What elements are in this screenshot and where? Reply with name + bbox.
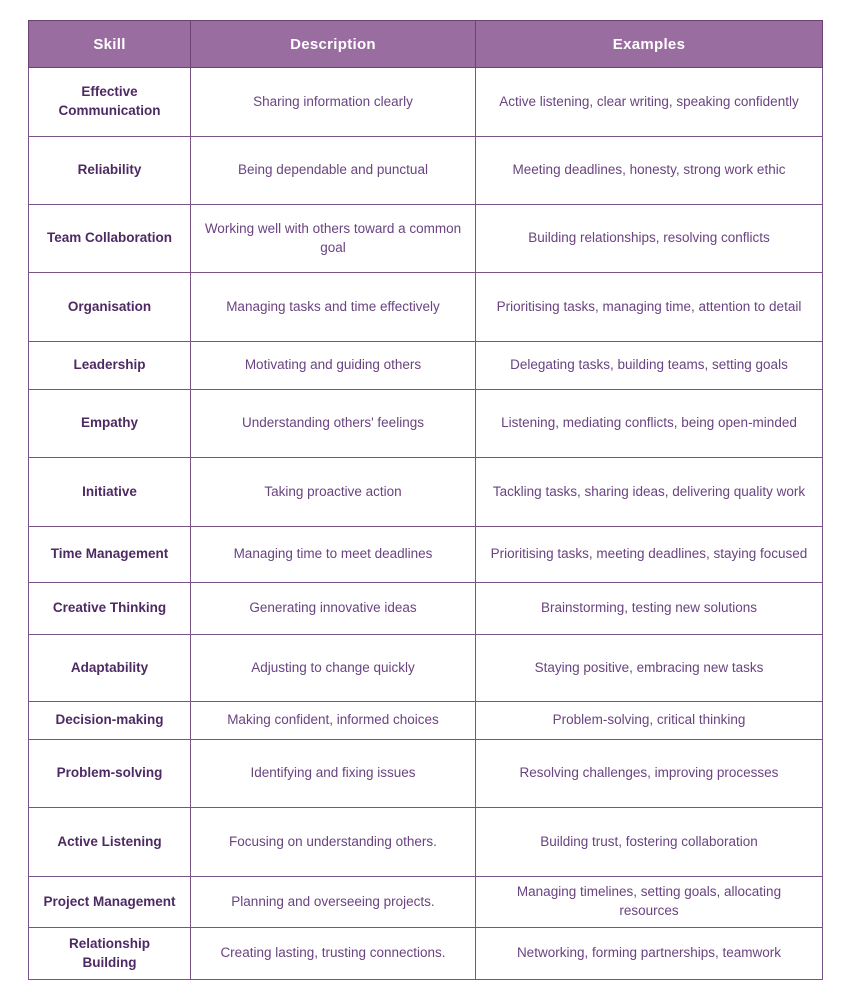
column-header-skill: Skill (29, 21, 191, 68)
description-cell: Focusing on understanding others. (191, 808, 476, 877)
table-header (29, 21, 823, 68)
examples-cell: Prioritising tasks, managing time, attention to detail (476, 273, 823, 342)
table-row (29, 702, 823, 740)
skill-cell: Empathy (29, 390, 191, 458)
description-cell: Planning and overseeing projects. (191, 877, 476, 928)
description-cell: Identifying and fixing issues (191, 740, 476, 808)
examples-cell: Staying positive, embracing new tasks (476, 635, 823, 702)
examples-cell: Delegating tasks, building teams, setting goals (476, 342, 823, 390)
table-row (29, 342, 823, 390)
description-cell: Managing time to meet deadlines (191, 527, 476, 583)
skill-cell: Creative Thinking (29, 583, 191, 635)
table-row (29, 740, 823, 808)
examples-cell: Meeting deadlines, honesty, strong work ethic (476, 137, 823, 205)
skill-cell: Initiative (29, 458, 191, 527)
table-row (29, 137, 823, 205)
description-cell: Creating lasting, trusting connections. (191, 928, 476, 980)
examples-cell: Managing timelines, setting goals, allocating resources (476, 877, 823, 928)
skill-cell: Problem-solving (29, 740, 191, 808)
skill-cell: Leadership (29, 342, 191, 390)
skills-table-container (28, 20, 822, 980)
description-cell: Motivating and guiding others (191, 342, 476, 390)
examples-cell: Prioritising tasks, meeting deadlines, staying focused (476, 527, 823, 583)
examples-cell: Active listening, clear writing, speaking confidently (476, 68, 823, 137)
table-row (29, 390, 823, 458)
description-cell: Adjusting to change quickly (191, 635, 476, 702)
description-cell: Being dependable and punctual (191, 137, 476, 205)
table-row (29, 928, 823, 980)
description-cell: Generating innovative ideas (191, 583, 476, 635)
table-row (29, 808, 823, 877)
description-cell: Working well with others toward a common goal (191, 205, 476, 273)
skill-cell: Project Management (29, 877, 191, 928)
table-row (29, 458, 823, 527)
skill-cell: Time Management (29, 527, 191, 583)
skill-cell: Relationship Building (29, 928, 191, 980)
skill-cell: Team Collaboration (29, 205, 191, 273)
description-cell: Taking proactive action (191, 458, 476, 527)
table-row (29, 68, 823, 137)
table-row (29, 273, 823, 342)
description-cell: Managing tasks and time effectively (191, 273, 476, 342)
description-cell: Sharing information clearly (191, 68, 476, 137)
examples-cell: Networking, forming partnerships, teamwork (476, 928, 823, 980)
table-row (29, 205, 823, 273)
skill-cell: Adaptability (29, 635, 191, 702)
column-header-description: Description (191, 21, 476, 68)
table-row (29, 583, 823, 635)
examples-cell: Resolving challenges, improving processes (476, 740, 823, 808)
examples-cell: Tackling tasks, sharing ideas, delivering quality work (476, 458, 823, 527)
column-header-examples: Examples (476, 21, 823, 68)
examples-cell: Brainstorming, testing new solutions (476, 583, 823, 635)
skill-cell: Organisation (29, 273, 191, 342)
examples-cell: Problem-solving, critical thinking (476, 702, 823, 740)
examples-cell: Building relationships, resolving conflicts (476, 205, 823, 273)
table-body (29, 68, 823, 980)
skills-table (28, 20, 823, 980)
skill-cell: Decision-making (29, 702, 191, 740)
header-row (29, 21, 823, 68)
skill-cell: Active Listening (29, 808, 191, 877)
table-row (29, 877, 823, 928)
skill-cell: Effective Communication (29, 68, 191, 137)
examples-cell: Listening, mediating conflicts, being open-minded (476, 390, 823, 458)
table-row (29, 527, 823, 583)
skill-cell: Reliability (29, 137, 191, 205)
table-row (29, 635, 823, 702)
description-cell: Understanding others' feelings (191, 390, 476, 458)
examples-cell: Building trust, fostering collaboration (476, 808, 823, 877)
description-cell: Making confident, informed choices (191, 702, 476, 740)
